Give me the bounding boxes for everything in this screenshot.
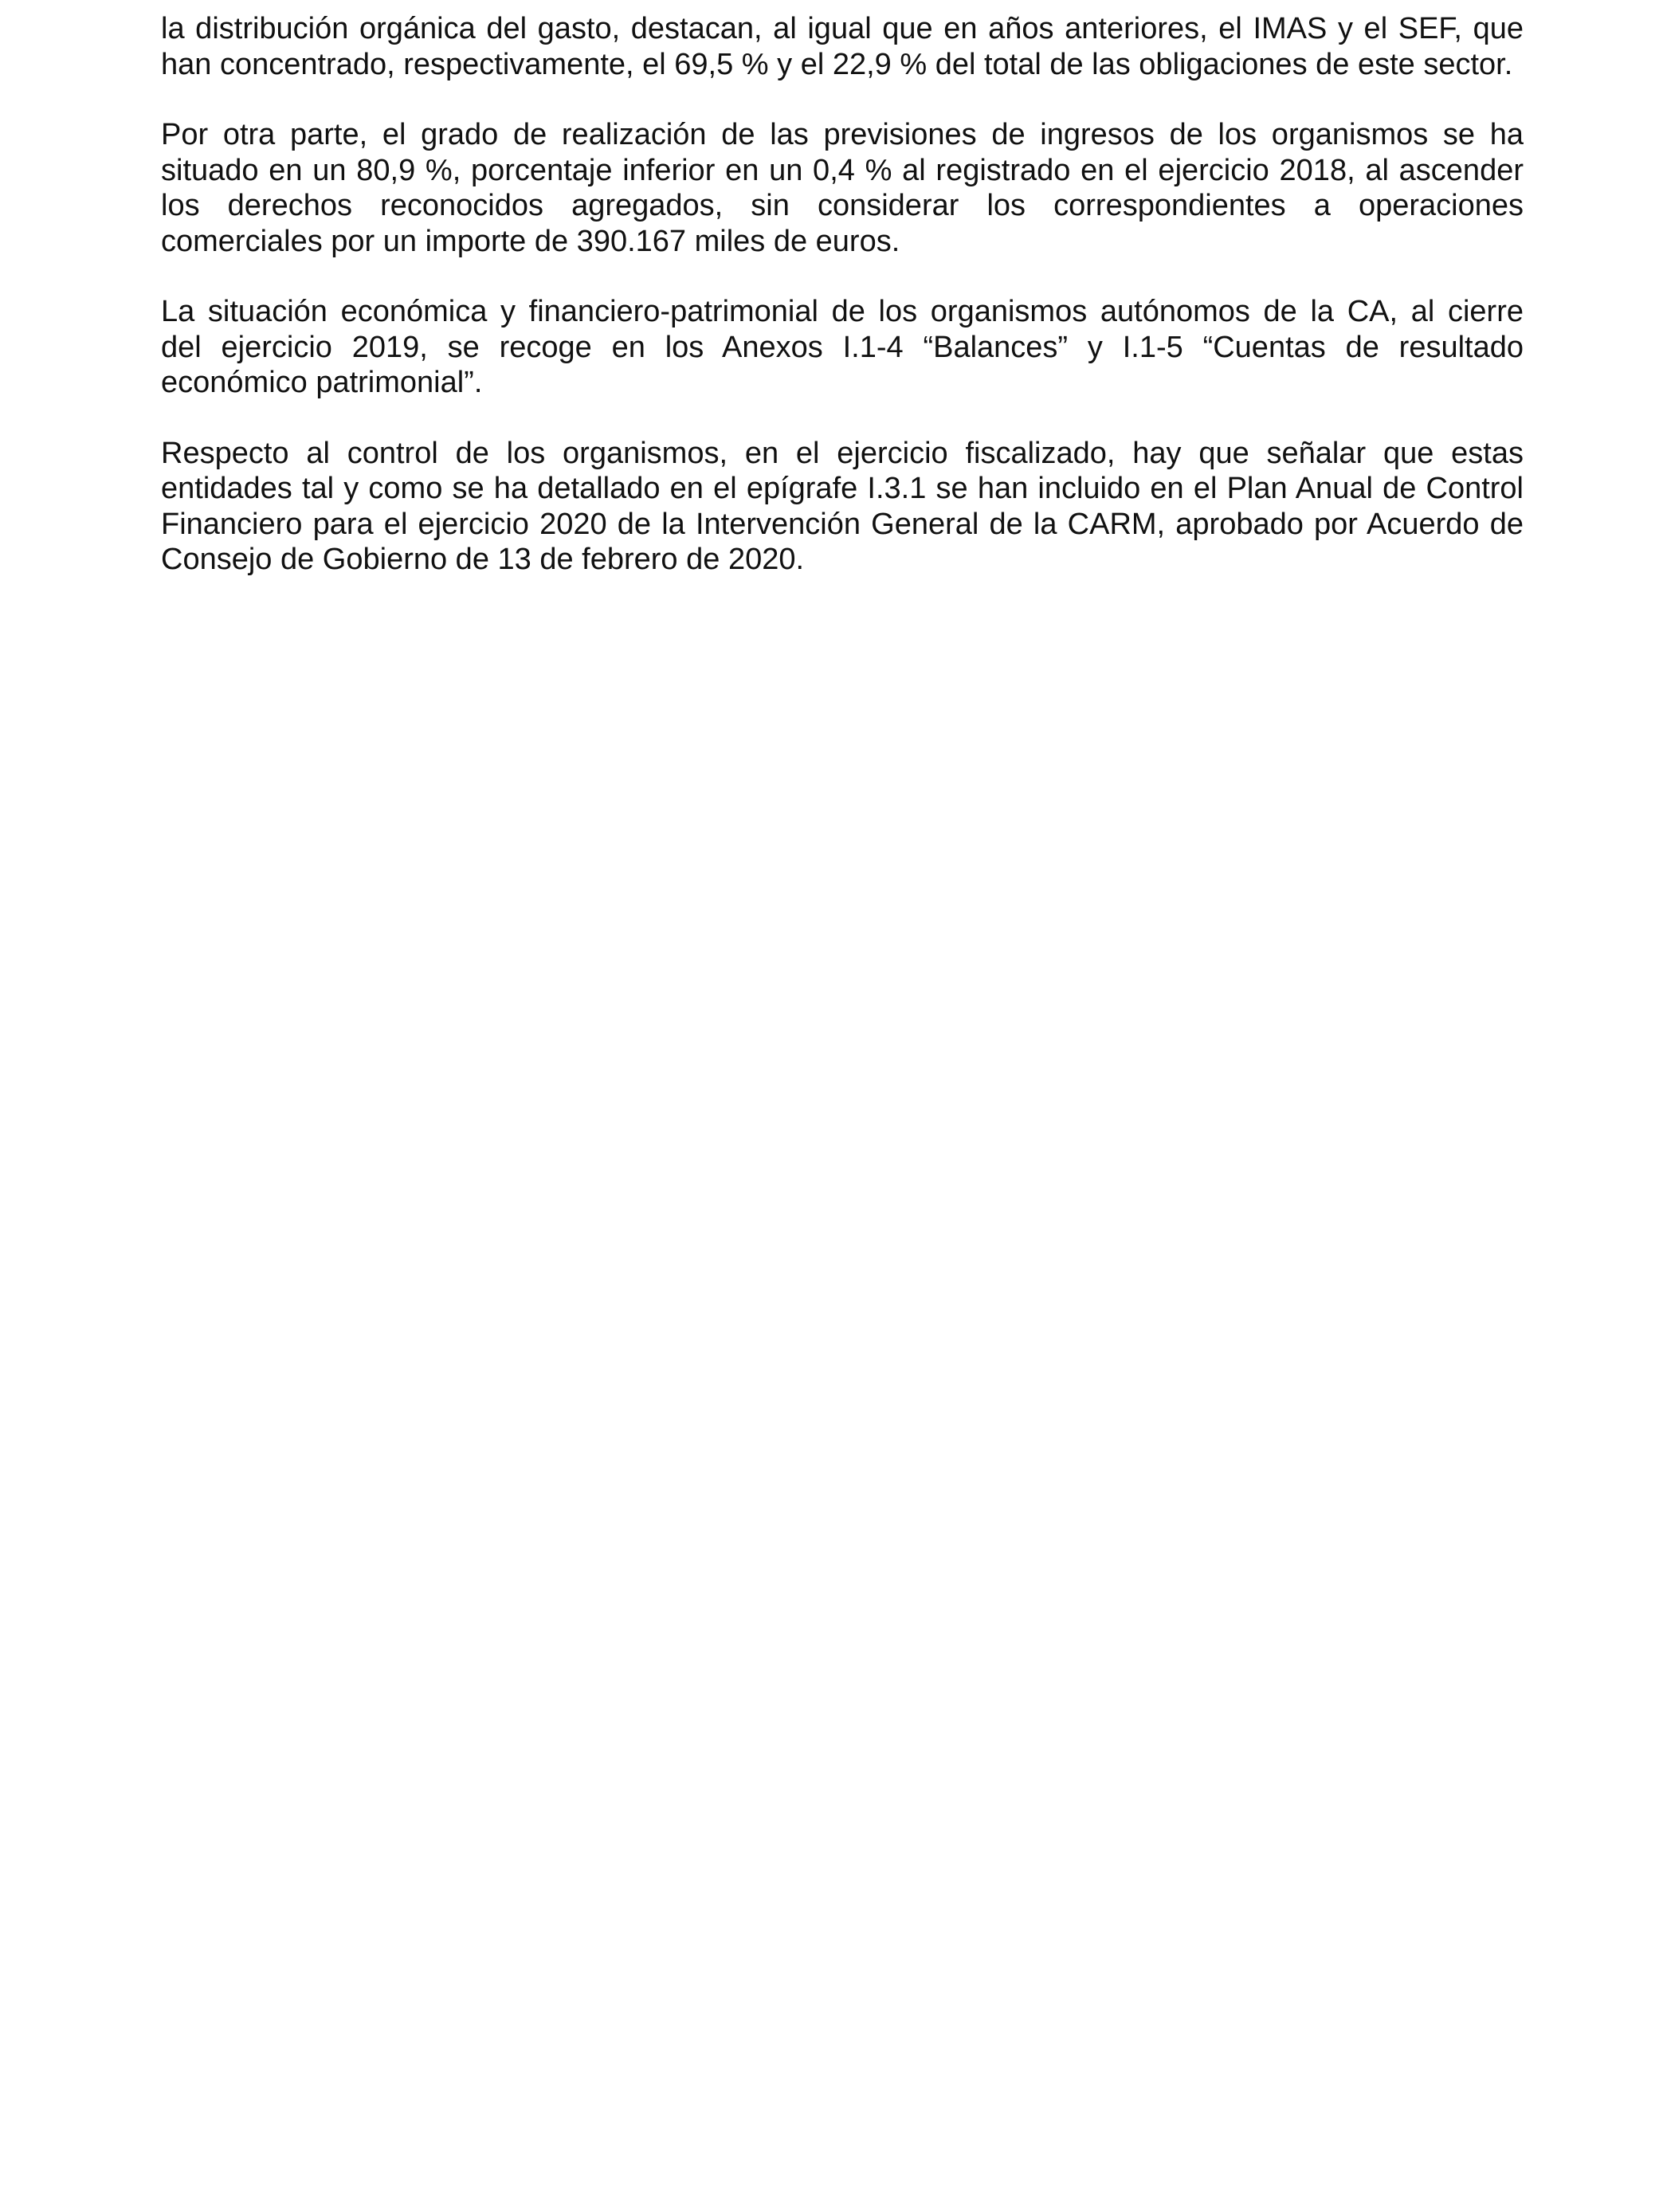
text-line: Financiero para el ejercicio 2020 de la Intervención General de la CARM, aprobado por Acuerdo de xyxy=(161,507,1524,541)
text-line: comerciales por un importe de 390.167 miles de euros. xyxy=(161,224,900,258)
text-line: la distribución orgánica del gasto, destacan, al igual que en años anteriores, el IMAS y el SEF, que xyxy=(161,12,1524,45)
body-text xyxy=(161,11,1524,613)
text-line: La situación económica y financiero-patrimonial de los organismos autónomos de la CA, al cierre xyxy=(161,295,1524,328)
text-line: entidades tal y como se ha detallado en el epígrafe I.3.1 se han incluido en el Plan Anual de Control xyxy=(161,472,1524,505)
text-line: Respecto al control de los organismos, en el ejercicio fiscalizado, hay que señalar que estas xyxy=(161,436,1524,470)
text-line: los derechos reconocidos agregados, sin considerar los correspondientes a operaciones xyxy=(161,189,1524,222)
paragraph-expense-distribution xyxy=(161,11,1524,82)
paragraph-control xyxy=(161,436,1524,578)
text-line: han concentrado, respectivamente, el 69,5 % y el 22,9 % del total de las obligaciones de este sector. xyxy=(161,47,1513,81)
text-line: situado en un 80,9 %, porcentaje inferior en un 0,4 % al registrado en el ejercicio 2018, al ascender xyxy=(161,153,1524,187)
paragraph-income-forecast xyxy=(161,117,1524,259)
text-line: Consejo de Gobierno de 13 de febrero de 2020. xyxy=(161,543,805,576)
text-line: del ejercicio 2019, se recoge en los Anexos I.1-4 “Balances” y I.1-5 “Cuentas de resultado xyxy=(161,330,1524,364)
paragraph-financial-situation xyxy=(161,294,1524,401)
text-line: Por otra parte, el grado de realización de las previsiones de ingresos de los organismos se ha xyxy=(161,118,1524,151)
text-line: económico patrimonial”. xyxy=(161,366,483,399)
